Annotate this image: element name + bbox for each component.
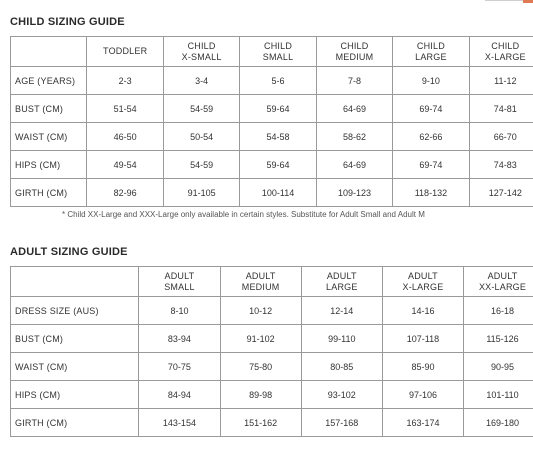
adult-size-header: ADULT LARGE: [301, 267, 382, 297]
adult-row-label: DRESS SIZE (AUS): [11, 297, 139, 325]
adult-size-header: ADULT SMALL: [139, 267, 220, 297]
child-sizing-footnote: * Child XX-Large and XXX-Large only available in certain styles. Substitute for Adult Small and Adult M: [62, 210, 425, 219]
child-table-cell: 7-8: [316, 67, 392, 95]
child-table-cell: 100-114: [240, 179, 316, 207]
child-table-cell: 69-74: [393, 151, 469, 179]
child-table-cell: 82-96: [87, 179, 163, 207]
adult-table-cell: 151-162: [220, 409, 301, 437]
adult-table-row: [11, 381, 533, 409]
adult-table-cell: 107-118: [382, 325, 463, 353]
child-table-cell: 46-50: [87, 123, 163, 151]
child-table-cell: 74-81: [469, 95, 533, 123]
child-table-cell: 127-142: [469, 179, 533, 207]
adult-size-header: ADULT MEDIUM: [220, 267, 301, 297]
child-table-cell: 74-83: [469, 151, 533, 179]
adult-table-row: [11, 353, 533, 381]
child-size-header: CHILD LARGE: [393, 37, 469, 67]
child-table-cell: 64-69: [316, 95, 392, 123]
child-table-cell: 54-59: [163, 151, 239, 179]
adult-table-cell: 143-154: [139, 409, 220, 437]
adult-sizing-guide-title: ADULT SIZING GUIDE: [10, 246, 128, 258]
adult-sizing-table: [10, 266, 533, 437]
child-table-cell: 58-62: [316, 123, 392, 151]
child-table-cell: 64-69: [316, 151, 392, 179]
top-edge-mark: [523, 0, 533, 3]
child-header-row: [11, 37, 533, 67]
adult-header-row: [11, 267, 533, 297]
child-table-row: [11, 179, 533, 207]
adult-table-row: [11, 297, 533, 325]
adult-table-cell: 90-95: [464, 353, 533, 381]
adult-table-cell: 163-174: [382, 409, 463, 437]
adult-table-cell: 99-110: [301, 325, 382, 353]
adult-table-cell: 10-12: [220, 297, 301, 325]
top-edge-line: [485, 0, 523, 1]
adult-size-header: ADULT XX-LARGE: [464, 267, 533, 297]
child-sizing-guide-title: CHILD SIZING GUIDE: [10, 16, 125, 28]
adult-header-corner: [11, 267, 139, 297]
adult-table-cell: 16-18: [464, 297, 533, 325]
child-size-header: TODDLER: [87, 37, 163, 67]
adult-row-label: HIPS (CM): [11, 381, 139, 409]
child-sizing-table: [10, 36, 533, 207]
child-table-cell: 11-12: [469, 67, 533, 95]
adult-table-cell: 83-94: [139, 325, 220, 353]
child-size-header: CHILD X-SMALL: [163, 37, 239, 67]
top-edge-accent: [473, 0, 533, 4]
adult-table-row: [11, 409, 533, 437]
child-row-label: HIPS (CM): [11, 151, 87, 179]
child-header-corner: [11, 37, 87, 67]
adult-table-cell: 85-90: [382, 353, 463, 381]
adult-table-cell: 70-75: [139, 353, 220, 381]
adult-table-cell: 80-85: [301, 353, 382, 381]
child-table-row: [11, 95, 533, 123]
child-table-cell: 66-70: [469, 123, 533, 151]
adult-table-cell: 84-94: [139, 381, 220, 409]
child-table-cell: 118-132: [393, 179, 469, 207]
child-table-cell: 49-54: [87, 151, 163, 179]
child-table-cell: 51-54: [87, 95, 163, 123]
adult-table-cell: 14-16: [382, 297, 463, 325]
adult-size-header: ADULT X-LARGE: [382, 267, 463, 297]
child-size-header: CHILD SMALL: [240, 37, 316, 67]
child-row-label: WAIST (CM): [11, 123, 87, 151]
child-table-cell: 54-58: [240, 123, 316, 151]
child-table-cell: 2-3: [87, 67, 163, 95]
child-table-cell: 3-4: [163, 67, 239, 95]
adult-table-row: [11, 325, 533, 353]
child-table-cell: 5-6: [240, 67, 316, 95]
adult-table-cell: 97-106: [382, 381, 463, 409]
adult-table-cell: 8-10: [139, 297, 220, 325]
adult-table-cell: 12-14: [301, 297, 382, 325]
child-table-cell: 62-66: [393, 123, 469, 151]
child-table-cell: 109-123: [316, 179, 392, 207]
adult-table-cell: 93-102: [301, 381, 382, 409]
child-row-label: GIRTH (CM): [11, 179, 87, 207]
child-size-header: CHILD X-LARGE: [469, 37, 533, 67]
child-size-header: CHILD MEDIUM: [316, 37, 392, 67]
adult-table-cell: 91-102: [220, 325, 301, 353]
child-table-cell: 59-64: [240, 151, 316, 179]
child-table-row: [11, 151, 533, 179]
adult-row-label: WAIST (CM): [11, 353, 139, 381]
child-row-label: BUST (CM): [11, 95, 87, 123]
child-table-cell: 59-64: [240, 95, 316, 123]
adult-table-cell: 75-80: [220, 353, 301, 381]
adult-table-cell: 89-98: [220, 381, 301, 409]
child-table-cell: 50-54: [163, 123, 239, 151]
adult-row-label: GIRTH (CM): [11, 409, 139, 437]
child-row-label: AGE (YEARS): [11, 67, 87, 95]
child-table-row: [11, 67, 533, 95]
child-table-cell: 69-74: [393, 95, 469, 123]
adult-table-cell: 101-110: [464, 381, 533, 409]
adult-table-cell: 169-180: [464, 409, 533, 437]
child-table-cell: 91-105: [163, 179, 239, 207]
adult-table-cell: 115-126: [464, 325, 533, 353]
adult-row-label: BUST (CM): [11, 325, 139, 353]
adult-table-cell: 157-168: [301, 409, 382, 437]
child-table-cell: 9-10: [393, 67, 469, 95]
child-table-row: [11, 123, 533, 151]
child-table-cell: 54-59: [163, 95, 239, 123]
